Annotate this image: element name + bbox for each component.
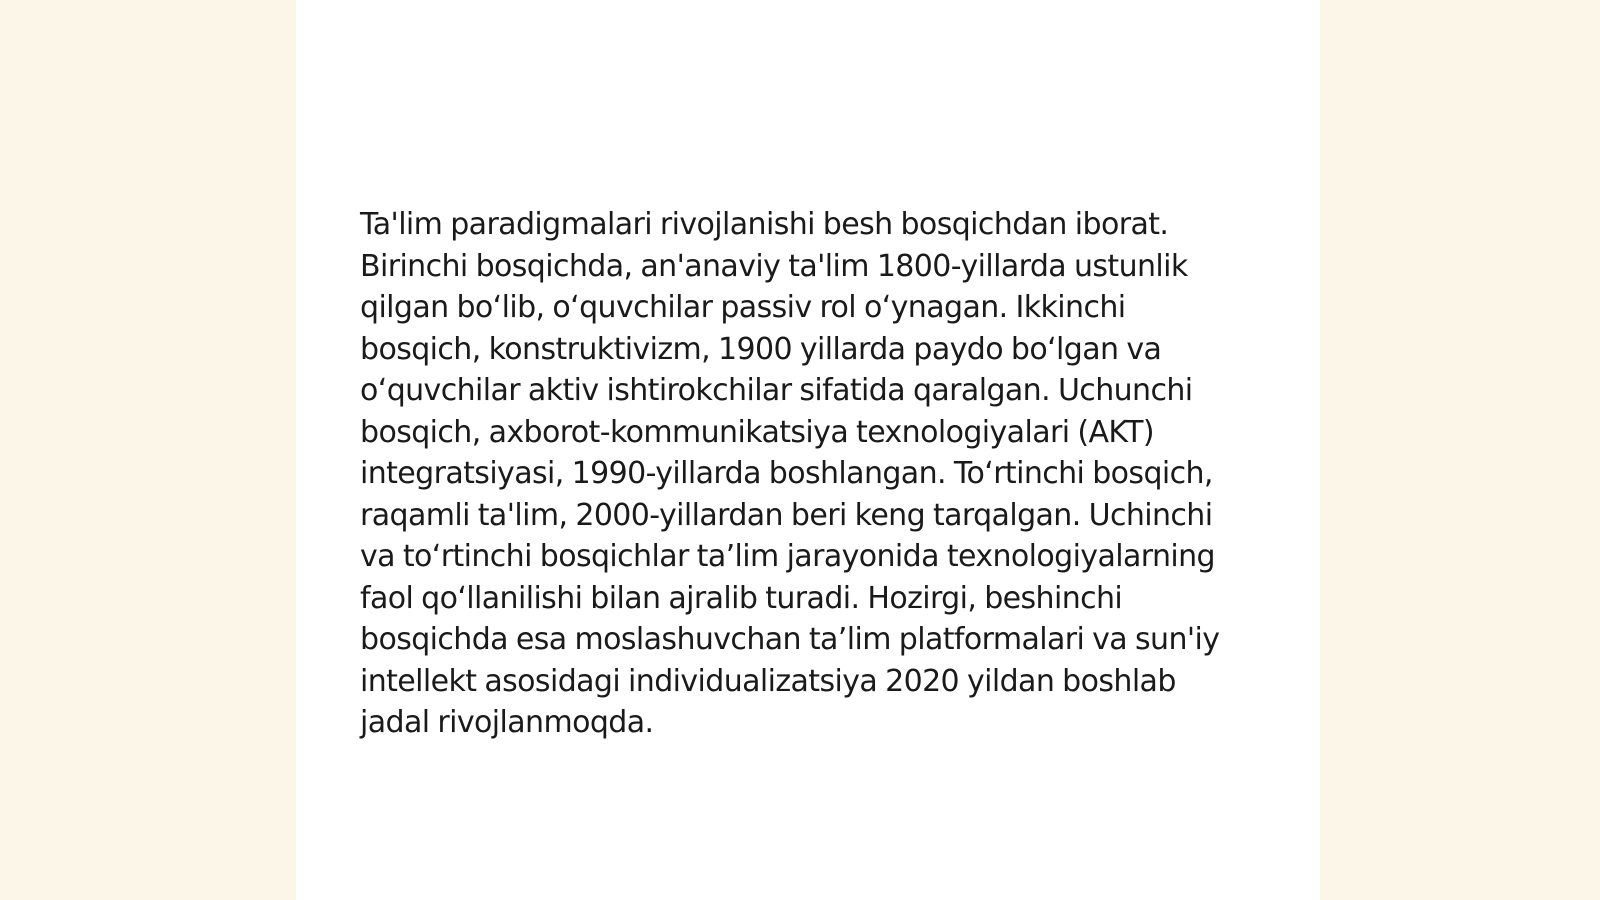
body-paragraph: Ta'lim paradigmalari rivojlanishi besh bosqichdan iborat. Birinchi bosqichda, an'anaviy ta'lim 1800-yillarda ustunlik qilgan boʻlib, oʻquvchilar passiv rol oʻynagan. Ikkinchi bosqich, konstruktivizm, 1900 yillarda paydo boʻlgan va oʻquvchilar aktiv ishtirokchilar sifatida qaralgan. Uchunchi bosqich, axborot-kommunikatsiya texnologiyalari (AKT) integratsiyasi, 1990-yillarda boshlangan. Toʻrtinchi bosqich, raqamli ta'lim, 2000-yillardan beri keng tarqalgan. Uchinchi va toʻrtinchi bosqichlar taʼlim jarayonida texnologiyalarning faol qoʻllanilishi bilan ajralib turadi. Hozirgi, beshinchi bosqichda esa moslashuvchan taʼlim platformalari va sun'iy intellekt asosidagi individualizatsiya 2020 yildan boshlab jadal rivojlanmoqda. [360,207,1220,740]
document-page [296,0,1320,900]
